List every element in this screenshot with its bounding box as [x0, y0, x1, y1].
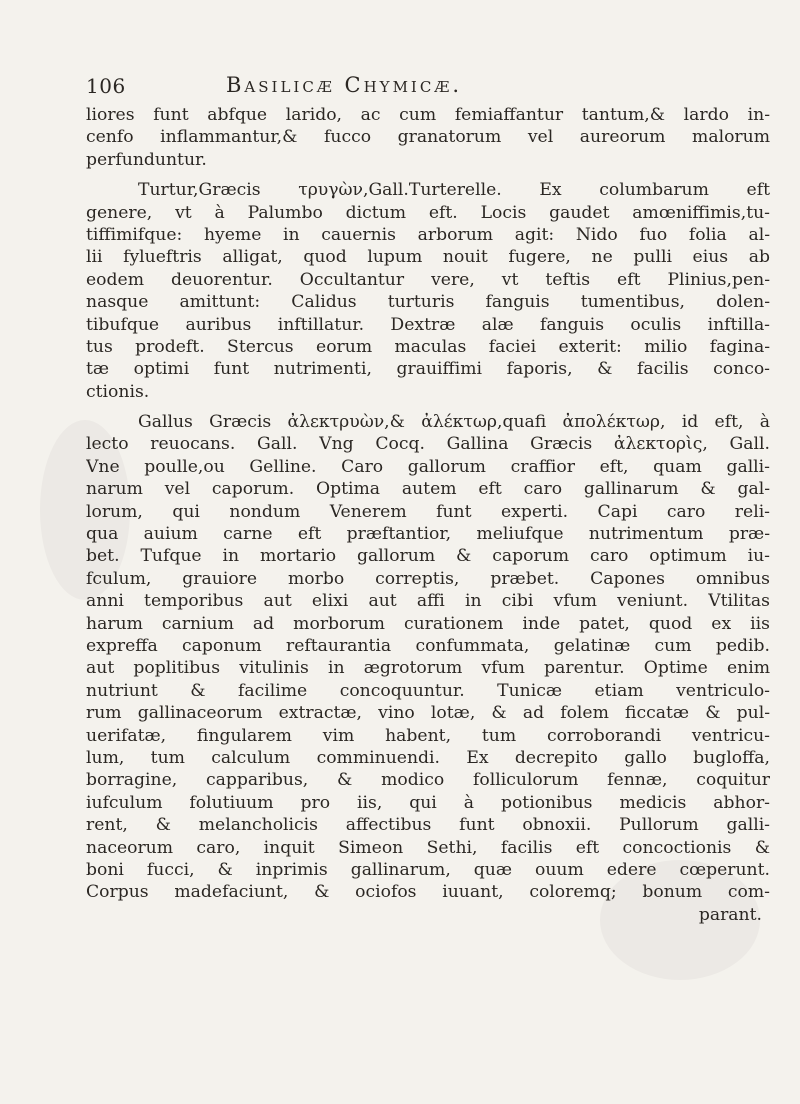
text-line: bet. Tufque in mortario gallorum & caporum caro optimum iu-: [86, 546, 770, 567]
text-line: eodem deuorentur. Occultantur vere, vt teftis eft Plinius,pen-: [86, 269, 770, 290]
text-line: harum carnium ad morborum curationem inde patet, quod ex iis: [86, 613, 770, 634]
text-line: borragine, capparibus, & modico folliculorum fennæ, coquitur: [86, 770, 770, 791]
text-line: aut poplitibus vitulinis in ægrotorum vfum parentur. Optime enim: [86, 658, 770, 679]
text-line: nasque amittunt: Calidus turturis fanguis tumentibus, dolen-: [86, 292, 770, 313]
text-line: perfunduntur.: [86, 149, 207, 170]
running-head: [86, 74, 766, 102]
text-line: lii fylueftris alligat, quod lupum nouit fugere, ne pulli eius ab: [86, 247, 770, 268]
text-line: anni temporibus aut elixi aut affi in cibi vfum veniunt. Vtilitas: [86, 591, 770, 612]
text-line-entry-turtur: Turtur,Græcis τρυγὼν,Gall.Turterelle. Ex columbarum eft: [138, 180, 770, 201]
text-line: nutriunt & facilime concoquuntur. Tunicæ etiam ventriculo-: [86, 680, 770, 701]
text-line: narum vel caporum. Optima autem eft caro gallinarum & gal-: [86, 479, 770, 500]
text-line: tibufque auribus inftillatur. Dextræ alæ fanguis oculis inftilla-: [86, 314, 770, 335]
body-text: [86, 104, 770, 926]
text-line: rum gallinaceorum extractæ, vino lotæ, & ad folem ficcatæ & pul-: [86, 703, 770, 724]
text-line: tæ optimi funt nutrimenti, grauiffimi faporis, & facilis conco-: [86, 359, 770, 380]
paragraph-gap: [86, 403, 770, 411]
text-line-entry-gallus: Gallus Græcis ἀλεκτρυὼν,& ἀλέκτωρ,quafi ἀπολέκτωρ, id eft, à: [138, 412, 770, 433]
text-line: uerifatæ, fingularem vim habent, tum corroborandi ventricu-: [86, 725, 770, 746]
paragraph-gap: [86, 171, 770, 179]
text-line: boni fucci, & inprimis gallinarum, quæ ouum edere cœperunt.: [86, 859, 770, 880]
text-line: lum, tum calculum comminuendi. Ex decrepito gallo bugloffa,: [86, 747, 770, 768]
text-line: fculum, grauiore morbo correptis, præbet. Capones omnibus: [86, 568, 770, 589]
running-title: Basilicæ Chymicæ.: [226, 73, 463, 97]
text-line: tiffimifque: hyeme in cauernis arborum agit: Nido fuo folia al-: [86, 224, 770, 245]
text-line: liores funt abfque larido, ac cum femiaffantur tantum,& lardo in-: [86, 105, 770, 125]
text-line: tus prodeft. Stercus eorum maculas faciei exterit: milio fagina-: [86, 336, 770, 357]
catchword: parant.: [698, 904, 762, 925]
page-number: 106: [86, 74, 126, 98]
text-line: rent, & melancholicis affectibus funt obnoxii. Pullorum galli-: [86, 815, 770, 836]
text-line: expreffa caponum reftaurantia confummata, gelatinæ cum pedib.: [86, 635, 770, 656]
text-line: Corpus madefaciunt, & ociofos iuuant, coloremq; bonum com-: [86, 882, 770, 903]
text-line: cenfo inflammantur,& fucco granatorum vel aureorum malorum: [86, 127, 770, 148]
text-line: qua auium carne eft præftantior, meliufque nutrimentum præ-: [86, 524, 770, 545]
text-line: Vne poulle,ou Gelline. Caro gallorum craffior eft, quam galli-: [86, 456, 770, 477]
text-line: lorum, qui nondum Venerem funt experti. Capi caro reli-: [86, 501, 770, 522]
text-line: lecto reuocans. Gall. Vng Cocq. Gallina Græcis ἀλεκτορὶς, Gall.: [86, 434, 770, 455]
text-line: ctionis.: [86, 381, 150, 402]
text-line: iufculum folutiuum pro iis, qui à potionibus medicis abhor-: [86, 792, 770, 813]
text-line: genere, vt à Palumbo dictum eft. Locis gaudet amœniffimis,tu-: [86, 202, 770, 223]
text-line: naceorum caro, inquit Simeon Sethi, facilis eft concoctionis &: [86, 837, 770, 858]
